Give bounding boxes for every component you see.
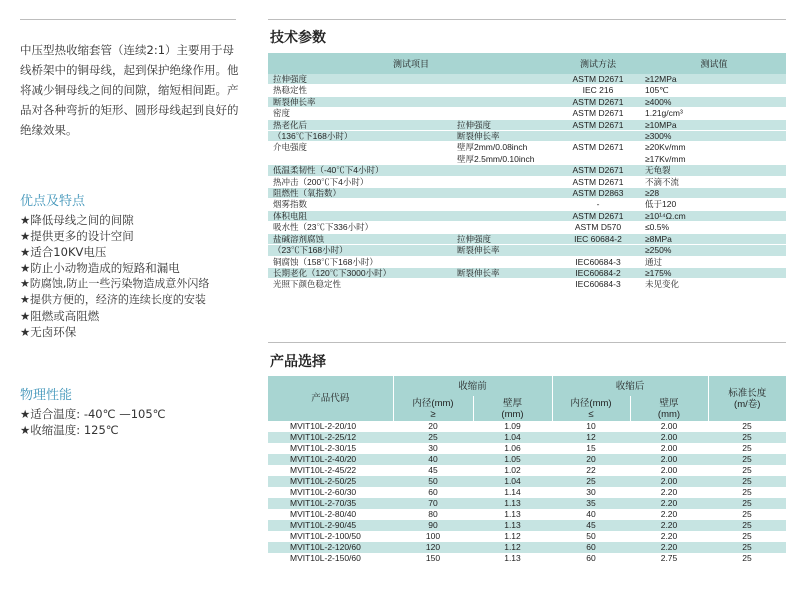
wall-before: 1.09 [473, 421, 552, 432]
spec-row [268, 199, 786, 210]
spec-value: ≥20Kv/mm [642, 142, 786, 153]
spec-prop: 吸水性（23℃下336小时） [268, 222, 454, 233]
id-after: 20 [552, 454, 630, 465]
wall-after: 2.20 [630, 498, 708, 509]
id-before: 50 [393, 476, 473, 487]
id-before: 45 [393, 465, 473, 476]
spec-title: 技术参数 [270, 30, 326, 46]
product-row [268, 487, 786, 498]
id-before: 90 [393, 520, 473, 531]
spec-header-item: 测试项目 [268, 53, 554, 74]
spec-subprop [454, 256, 554, 267]
spec-header-method: 测试方法 [554, 53, 642, 74]
advantage-item: ★提供方便的，经济的连续长度的安装 [20, 293, 206, 306]
std-length: 25 [708, 498, 786, 509]
wall-after: 2.00 [630, 421, 708, 432]
spec-value: 105℃ [642, 85, 786, 96]
std-length: 25 [708, 465, 786, 476]
id-after: 10 [552, 421, 630, 432]
physical-list [20, 406, 250, 438]
spec-value: 未见变化 [642, 279, 786, 290]
wall-before: 1.04 [473, 476, 552, 487]
product-code: MVIT10L-2-50/25 [268, 476, 393, 487]
spec-subprop [454, 222, 554, 233]
product-code: MVIT10L-2-80/40 [268, 509, 393, 520]
spec-subprop [454, 176, 554, 187]
std-length: 25 [708, 487, 786, 498]
product-code: MVIT10L-2-25/12 [268, 432, 393, 443]
product-row [268, 454, 786, 465]
advantage-item: ★防腐蚀,防止一些污染物造成意外闪络 [20, 277, 210, 290]
header-wall-before: 壁厚 (mm) [473, 396, 552, 421]
spec-subprop: 壁厚2.5mm/0.10inch [454, 153, 554, 164]
spec-header-row [268, 53, 786, 74]
spec-subprop: 断裂伸长率 [454, 131, 554, 142]
spec-subprop [454, 108, 554, 119]
product-table [268, 376, 786, 564]
std-length: 25 [708, 476, 786, 487]
spec-prop: 体积电阻 [268, 210, 454, 221]
physical-item: ★收缩温度: 125℃ [20, 423, 119, 437]
spec-method: ASTM D2863 [554, 188, 642, 199]
wall-before: 1.13 [473, 498, 552, 509]
spec-prop: 烟雾指数 [268, 199, 454, 210]
spec-value: ≥8MPa [642, 233, 786, 244]
spec-row [268, 108, 786, 119]
spec-method: ASTM D2671 [554, 74, 642, 85]
spec-value: 不滴不流 [642, 176, 786, 187]
id-after: 60 [552, 553, 630, 564]
advantage-item: ★降低母线之间的间隙 [20, 213, 134, 227]
header-id-before: 内径(mm) ≥ [393, 396, 473, 421]
spec-prop: （23℃下168小时） [268, 245, 454, 256]
spec-row [268, 210, 786, 221]
spec-row [268, 176, 786, 187]
product-code: MVIT10L-2-20/10 [268, 421, 393, 432]
product-row [268, 476, 786, 487]
wall-after: 2.75 [630, 553, 708, 564]
spec-row [268, 279, 786, 290]
spec-subprop [454, 85, 554, 96]
spec-prop: 低温柔韧性（-40℃下4小时） [268, 165, 454, 176]
spec-value: ≥300% [642, 131, 786, 142]
id-after: 45 [552, 520, 630, 531]
spec-method: ASTM D2671 [554, 165, 642, 176]
wall-after: 2.20 [630, 520, 708, 531]
spec-prop: 阻燃性（氧指数） [268, 188, 454, 199]
advantage-item: ★防止小动物造成的短路和漏电 [20, 261, 180, 275]
spec-row [268, 142, 786, 153]
std-length: 25 [708, 421, 786, 432]
spec-method: ASTM D2671 [554, 96, 642, 107]
spec-value: ≥17Kv/mm [642, 153, 786, 164]
product-code: MVIT10L-2-120/60 [268, 542, 393, 553]
spec-method: IEC60684-2 [554, 267, 642, 278]
spec-method: ASTM D2671 [554, 108, 642, 119]
wall-after: 2.20 [630, 542, 708, 553]
spec-value: 通过 [642, 256, 786, 267]
id-after: 22 [552, 465, 630, 476]
product-code: MVIT10L-2-30/15 [268, 443, 393, 454]
id-after: 12 [552, 432, 630, 443]
spec-subprop: 壁厚2mm/0.08inch [454, 142, 554, 153]
std-length: 25 [708, 432, 786, 443]
spec-value: ≤0.5% [642, 222, 786, 233]
spec-prop: 热稳定性 [268, 85, 454, 96]
spec-value: 低于120 [642, 199, 786, 210]
spec-subprop: 拉伸强度 [454, 119, 554, 130]
spec-value: ≥28 [642, 188, 786, 199]
spec-row [268, 96, 786, 107]
std-length: 25 [708, 520, 786, 531]
header-before-shrink: 收缩前 [393, 376, 552, 396]
product-code: MVIT10L-2-60/30 [268, 487, 393, 498]
spec-value: 1.21g/cm³ [642, 108, 786, 119]
intro-paragraph: 中压型热收缩套管（连续2:1）主要用于母线桥架中的铜母线，起到保护绝缘作用。他将减少铜母线之间的间隙，缩短相间距。产品对各种弯折的矩形、圆形母线起到良好的绝缘效果。 [20, 43, 239, 137]
product-code: MVIT10L-2-100/50 [268, 531, 393, 542]
spec-prop: 密度 [268, 108, 454, 119]
wall-after: 2.20 [630, 531, 708, 542]
product-row [268, 421, 786, 432]
wall-after: 2.20 [630, 487, 708, 498]
id-after: 40 [552, 509, 630, 520]
spec-row [268, 153, 786, 164]
spec-prop: 铜腐蚀（158℃下168小时） [268, 256, 454, 267]
wall-before: 1.13 [473, 509, 552, 520]
spec-method: IEC60684-3 [554, 256, 642, 267]
spec-subprop [454, 74, 554, 85]
product-code: MVIT10L-2-150/60 [268, 553, 393, 564]
spec-row [268, 256, 786, 267]
spec-header-value: 测试值 [642, 53, 786, 74]
product-row [268, 432, 786, 443]
physical-item: ★适合温度: -40℃ —105℃ [20, 407, 166, 421]
wall-after: 2.00 [630, 476, 708, 487]
id-before: 150 [393, 553, 473, 564]
id-after: 30 [552, 487, 630, 498]
spec-value: ≥250% [642, 245, 786, 256]
left-top-rule [20, 19, 236, 20]
product-row [268, 509, 786, 520]
spec-subprop: 拉伸强度 [454, 233, 554, 244]
spec-method: IEC 216 [554, 85, 642, 96]
id-before: 20 [393, 421, 473, 432]
advantage-item: ★适合10KV电压 [20, 245, 107, 259]
spec-method: ASTM D2671 [554, 119, 642, 130]
std-length: 25 [708, 553, 786, 564]
product-body [268, 421, 786, 564]
spec-method [554, 131, 642, 142]
spec-subprop [454, 96, 554, 107]
id-before: 120 [393, 542, 473, 553]
header-after-shrink: 收缩后 [552, 376, 708, 396]
product-row [268, 520, 786, 531]
header-product-code: 产品代码 [268, 376, 393, 421]
spec-subprop [454, 165, 554, 176]
spec-prop: 热冲击（200℃下4小时） [268, 176, 454, 187]
spec-method: ASTM D2671 [554, 142, 642, 153]
product-row [268, 465, 786, 476]
spec-prop: （136℃下168小时） [268, 131, 454, 142]
right-top-rule [268, 19, 786, 20]
spec-value: ≥175% [642, 267, 786, 278]
advantages-list [20, 212, 255, 340]
spec-subprop [454, 279, 554, 290]
spec-table [268, 53, 786, 291]
header-wall-after: 壁厚 (mm) [630, 396, 708, 421]
id-after: 15 [552, 443, 630, 454]
wall-before: 1.14 [473, 487, 552, 498]
spec-prop: 光照下颜色稳定性 [268, 279, 454, 290]
spec-prop: 介电强度 [268, 142, 454, 153]
spec-row [268, 222, 786, 233]
wall-after: 2.00 [630, 454, 708, 465]
spec-method: - [554, 199, 642, 210]
wall-before: 1.13 [473, 553, 552, 564]
product-row [268, 531, 786, 542]
id-before: 30 [393, 443, 473, 454]
std-length: 25 [708, 531, 786, 542]
spec-row [268, 131, 786, 142]
spec-value: ≥10¹⁴Ω.cm [642, 210, 786, 221]
wall-before: 1.05 [473, 454, 552, 465]
spec-value: ≥12MPa [642, 74, 786, 85]
spec-row [268, 119, 786, 130]
physical-title: 物理性能 [20, 388, 73, 403]
id-after: 50 [552, 531, 630, 542]
wall-after: 2.20 [630, 509, 708, 520]
id-before: 60 [393, 487, 473, 498]
product-header-row-1 [268, 376, 786, 396]
id-after: 25 [552, 476, 630, 487]
wall-before: 1.12 [473, 542, 552, 553]
product-row [268, 498, 786, 509]
spec-value: ≥10MPa [642, 119, 786, 130]
wall-after: 2.00 [630, 432, 708, 443]
std-length: 25 [708, 443, 786, 454]
spec-row [268, 233, 786, 244]
spec-method: ASTM D570 [554, 222, 642, 233]
id-before: 70 [393, 498, 473, 509]
id-before: 25 [393, 432, 473, 443]
product-code: MVIT10L-2-40/20 [268, 454, 393, 465]
spec-method [554, 153, 642, 164]
spec-method: ASTM D2671 [554, 176, 642, 187]
advantages-title: 优点及特点 [20, 194, 86, 209]
header-id-after: 内径(mm) ≤ [552, 396, 630, 421]
product-row [268, 553, 786, 564]
wall-before: 1.02 [473, 465, 552, 476]
spec-row [268, 85, 786, 96]
spec-prop: 盐碱溶剂腐蚀 [268, 233, 454, 244]
spec-method: IEC60684-3 [554, 279, 642, 290]
wall-after: 2.00 [630, 443, 708, 454]
wall-before: 1.13 [473, 520, 552, 531]
product-top-rule [268, 342, 786, 343]
wall-before: 1.04 [473, 432, 552, 443]
advantage-item: ★阻燃或高阻燃 [20, 309, 100, 323]
wall-before: 1.12 [473, 531, 552, 542]
spec-subprop [454, 188, 554, 199]
wall-after: 2.00 [630, 465, 708, 476]
std-length: 25 [708, 454, 786, 465]
spec-prop: 热老化后 [268, 119, 454, 130]
advantage-item: ★无卤环保 [20, 325, 77, 339]
spec-row [268, 74, 786, 85]
spec-value: ≥400% [642, 96, 786, 107]
spec-row [268, 245, 786, 256]
id-before: 40 [393, 454, 473, 465]
product-row [268, 542, 786, 553]
header-std-length: 标准长度 (m/卷) [708, 376, 786, 421]
advantage-item: ★提供更多的设计空间 [20, 229, 134, 243]
spec-value: 无龟裂 [642, 165, 786, 176]
product-code: MVIT10L-2-90/45 [268, 520, 393, 531]
spec-prop: 拉伸强度 [268, 74, 454, 85]
std-length: 25 [708, 542, 786, 553]
spec-row [268, 188, 786, 199]
std-length: 25 [708, 509, 786, 520]
spec-prop: 断裂伸长率 [268, 96, 454, 107]
product-title: 产品选择 [270, 354, 326, 370]
id-after: 35 [552, 498, 630, 509]
spec-subprop: 断裂伸长率 [454, 245, 554, 256]
spec-body [268, 74, 786, 290]
spec-row [268, 165, 786, 176]
spec-subprop [454, 199, 554, 210]
spec-subprop: 断裂伸长率 [454, 267, 554, 278]
product-row [268, 443, 786, 454]
product-code: MVIT10L-2-45/22 [268, 465, 393, 476]
spec-prop [268, 153, 454, 164]
spec-subprop [454, 210, 554, 221]
spec-row [268, 267, 786, 278]
spec-method: IEC 60684-2 [554, 233, 642, 244]
id-before: 80 [393, 509, 473, 520]
id-after: 60 [552, 542, 630, 553]
id-before: 100 [393, 531, 473, 542]
spec-method: ASTM D2671 [554, 210, 642, 221]
product-code: MVIT10L-2-70/35 [268, 498, 393, 509]
wall-before: 1.06 [473, 443, 552, 454]
spec-prop: 长期老化（120℃下3000小时） [268, 267, 454, 278]
spec-method [554, 245, 642, 256]
